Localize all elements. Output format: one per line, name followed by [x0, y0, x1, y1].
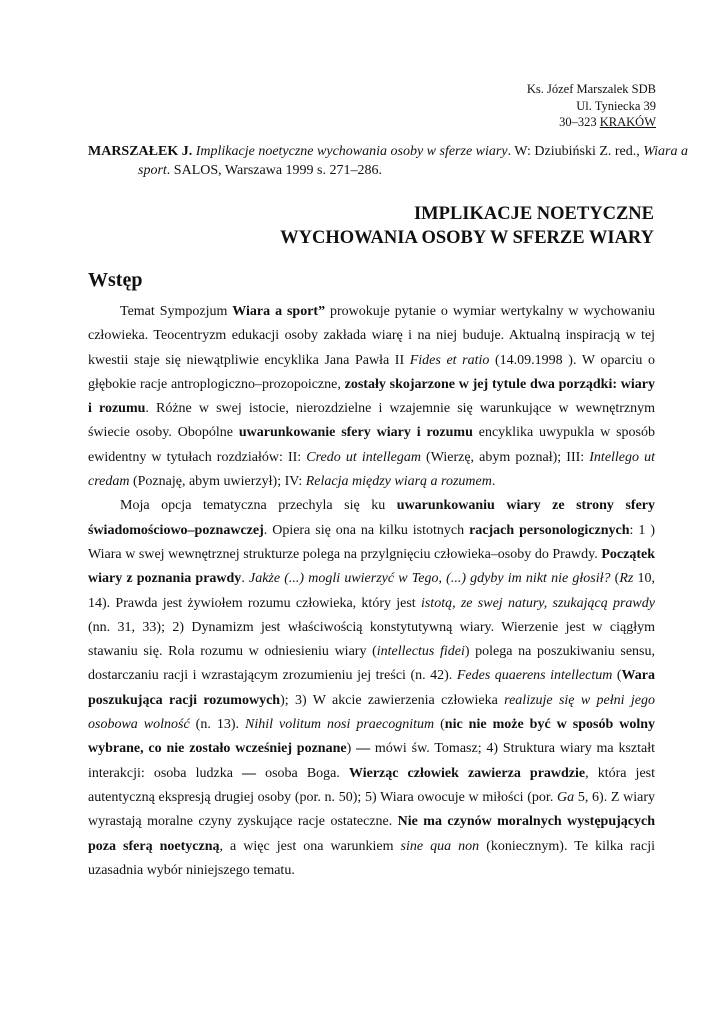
italic-run: Fides et ratio	[409, 352, 490, 368]
italic-run: Fedes quaerens intellectum	[456, 668, 613, 684]
citation-part1: . W: Dziubiński Z. red.,	[507, 144, 644, 159]
italic-run: istotą, ze swej natury, szukającą prawdy	[420, 595, 655, 611]
citation-author: MARSZAŁEK J.	[88, 144, 193, 159]
document-title	[280, 202, 654, 250]
citation-part2: . SALOS, Warszawa 1999 s. 271–286.	[166, 163, 383, 178]
bold-run: nic nie może być w sposób wolny wybrane, co nie zostało wcześniej poznane	[88, 717, 656, 757]
text-run: 5, 6). Z wiary wyrastają moralne czyny zyskujące racje ostateczne.	[88, 789, 656, 830]
text-run: (	[610, 571, 620, 587]
bold-run: Wiara a sport”	[232, 304, 326, 319]
text-run: , która jest autentyczną ekspresją drugiej osoby (por. n. 50); 5) Wiara owocuje w miłości (por.	[88, 765, 656, 805]
text-run: prowokuje pytanie o wymiar wertykalny w wychowaniu człowieka. Teocentryzm edukacji osoby zakłada wiarę i na niej buduje. Aktualną inspiracją w tej kwestii staje się niewątpliwie encyklika Jana Pawła II	[88, 304, 655, 368]
text-run: (n. 13).	[189, 717, 246, 733]
paragraph	[88, 300, 655, 494]
text-run: mówi św. Tomasz; 4) Struktura wiary ma kształt interakcji: osoba ludzka	[88, 741, 655, 781]
italic-run: Credo ut intellegam	[306, 449, 421, 465]
citation-title: Implikacje noetyczne wychowania osoby w sferze wiary	[195, 144, 508, 159]
italic-run: Jakże (...) mogli uwierzyć w Tego, (...) gdyby im nikt nie głosił?	[249, 571, 611, 587]
italic-run: sine qua non	[400, 838, 480, 854]
bibliographic-citation	[88, 142, 708, 180]
address-city-line	[527, 114, 656, 131]
bold-run: Wierząc człowiek zawierza prawdzie	[348, 765, 586, 781]
italic-run: Rz	[619, 571, 634, 587]
bold-run: zostały skojarzone w jej tytule dwa porządki: wiary i rozumu	[88, 376, 655, 417]
text-run: 10, 14). Prawda jest żywiołem rozumu człowieka, który jest	[88, 571, 656, 611]
text-run: .	[241, 571, 249, 587]
text-run: , a więc jest ona warunkiem	[219, 838, 401, 854]
bold-run: —	[356, 741, 371, 757]
bold-run: —	[242, 765, 256, 781]
text-run: (	[434, 717, 445, 733]
text-run: (koniecznym). Te kilka racji uzasadnia wybór niniejszego tematu.	[88, 838, 655, 878]
bold-run: racjach personologicznych	[469, 522, 630, 538]
address-name: Ks. Józef Marszalek SDB	[526, 82, 656, 96]
section-heading: Wstęp	[88, 269, 143, 291]
title-line-2: WYCHOWANIA OSOBY W SFERZE WIARY	[280, 228, 654, 248]
text-run: . Różne w swej istocie, nierozdzielne i wzajemnie się warunkujące w wewnętrznym świecie osoby. Obopólne	[88, 401, 655, 441]
text-run: (14.09.1998 ). W oparciu o głębokie racje antroplogiczno–prozopoiczne,	[88, 352, 656, 392]
text-run: ); 3) W akcie zawierzenia człowieka	[280, 692, 505, 708]
bold-run: Początek wiary z poznania prawdy	[88, 546, 655, 587]
italic-run: Relacja między wiarą a rozumem	[305, 474, 492, 490]
address-city: KRAKÓW	[599, 115, 656, 129]
text-run: .	[491, 474, 496, 490]
bold-run: Wara poszukująca racji rozumowych	[88, 668, 655, 708]
text-run: (Wierzę, abym poznał); III:	[420, 449, 590, 465]
text-run: ) polega na poszukiwaniu sensu, dostarczaniu racji i wzrastającym zrozumieniu jej treści (n. 42).	[88, 644, 656, 684]
body-text	[88, 300, 655, 883]
title-line-1: IMPLIKACJE NOETYCZNE	[413, 204, 654, 224]
text-run: : 1 ) Wiara w swej wewnętrznej strukturze polega na przylgnięciu człowieka–osoby do Prawdy.	[88, 522, 655, 562]
italic-run: Nihil volitum nosi praecognitum	[245, 717, 435, 733]
bold-run: uwarunkowaniu wiary ze strony sfery świadomościowo–poznawczej	[88, 498, 655, 538]
text-run: . Opiera się ona na kilku istotnych	[263, 522, 470, 538]
paragraph	[88, 494, 655, 883]
bold-run: uwarunkowanie sfery wiary i rozumu	[238, 425, 473, 441]
text-run: )	[346, 741, 357, 757]
address-street: Ul. Tyniecka 39	[576, 98, 656, 113]
text-run: osoba Boga.	[256, 765, 349, 781]
italic-run: Intellego ut credam	[88, 449, 656, 490]
text-run: (Poznaję, abym uwierzył); IV:	[129, 474, 306, 490]
italic-run: Ga	[557, 789, 575, 805]
text-run: (	[612, 668, 622, 684]
citation-book: Wiara a sport	[138, 144, 688, 178]
text-run: (nn. 31, 33); 2) Dynamizm jest właściwością konstytutywną wiary. Wierzenie jest w ciągłym stawaniu się. Rola rozumu w odniesieniu wiary (	[88, 619, 655, 660]
address-postal: 30–323	[559, 115, 600, 129]
bold-run: Nie ma czynów moralnych występujących poza sferą noetyczną	[88, 814, 656, 854]
italic-run: intellectus fidei	[376, 644, 465, 660]
text-run: encyklika uwypukla w sposób ewidentny w tytułach rozdziałów: II:	[88, 425, 655, 465]
italic-run: realizuje się w pełni jego osobowa wolność	[88, 692, 655, 733]
author-address	[527, 81, 656, 131]
text-run: Temat Sympozjum	[120, 304, 233, 319]
text-run: Moja opcja tematyczna przechyla się ku	[120, 498, 397, 514]
